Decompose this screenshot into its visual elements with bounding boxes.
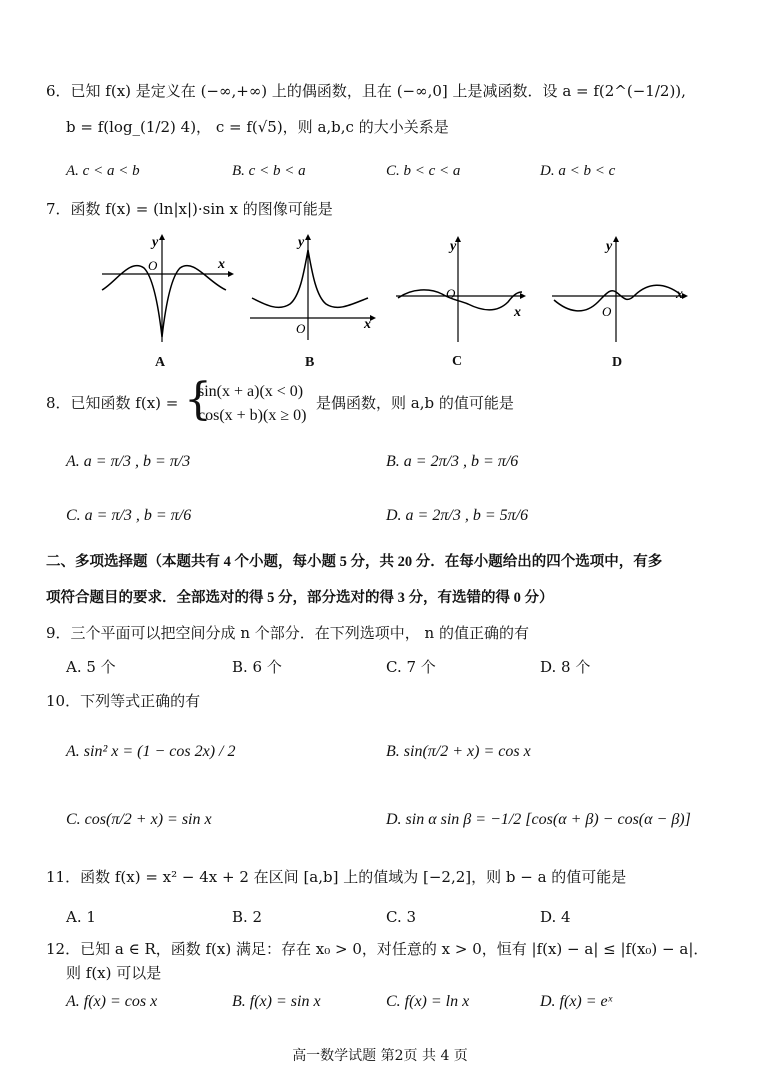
q12-option-b: B. f(x) = sin x (232, 993, 321, 1010)
q7-graph-b (246, 232, 380, 344)
q12-stem-line1: 12．已知 a ∈ R，函数 f(x) 满足：存在 x₀ > 0，对任意的 x > 0，恒有 |f(x) − a| ≤ |f(x₀) − a|． (46, 940, 709, 958)
page-footer: 高一数学试题 第2页 共 4 页 (292, 1048, 468, 1064)
q8-stem-b: 是偶函数，则 a,b 的值可能是 (316, 394, 514, 412)
q11-option-c: C. 3 (386, 908, 417, 926)
q6-option-b: B. c < b < a (232, 163, 306, 179)
q7-stem: 7．函数 f(x) = (ln|x|)·sin x 的图像可能是 (46, 200, 333, 218)
q6-line1: 6．已知 f(x) 是定义在 (−∞,+∞) 上的偶函数，且在 (−∞,0] 上是减函数．设 a = f(2^(−1/2)), (46, 82, 686, 100)
q7-graph-c-x-label: x (514, 305, 521, 320)
q7-label-a: A (155, 355, 166, 370)
q8-stem-a: 8．已知函数 f(x) = (46, 394, 179, 412)
q7-graph-c-origin: O (446, 286, 456, 301)
q8-option-b: B. a = 2π/3 , b = π/6 (386, 453, 519, 470)
q9-option-c: C. 7 个 (386, 658, 436, 676)
section2-line1: 二、多项选择题（本题共有 4 个小题，每小题 5 分，共 20 分．在每小题给出的四个选项中，有多 (46, 554, 663, 570)
q7-graph-b-x-label: x (364, 317, 371, 332)
q7-graph-b-origin: O (296, 321, 306, 336)
q6-option-a: A. c < a < b (66, 163, 140, 179)
q12-option-d: D. f(x) = eˣ (540, 993, 613, 1010)
q8-case-1: sin(x + a)(x < 0) (198, 383, 304, 400)
q7-graph-a (96, 232, 236, 344)
q9-option-a: A. 5 个 (66, 658, 116, 676)
q7-graph-d-origin: O (602, 304, 612, 319)
q11-stem: 11．函数 f(x) = x² − 4x + 2 在区间 [a,b] 上的值域为 [−2,2]，则 b − a 的值可能是 (46, 868, 627, 886)
q10-stem: 10．下列等式正确的有 (46, 692, 201, 710)
q10-option-a: A. sin² x = (1 − cos 2x) / 2 (66, 743, 236, 760)
q12-option-c: C. f(x) = ln x (386, 993, 470, 1010)
q11-option-a: A. 1 (66, 908, 96, 926)
q7-graph-d (548, 232, 694, 344)
q6-option-d: D. a < b < c (540, 163, 616, 179)
q10-option-c: C. cos(π/2 + x) = sin x (66, 811, 212, 828)
q7-graph-a-x-label: x (218, 257, 225, 272)
q7-graph-c-y-label: y (450, 239, 457, 254)
q9-option-b: B. 6 个 (232, 658, 282, 676)
q7-label-b: B (305, 355, 315, 370)
q12-stem-line2: 则 f(x) 可以是 (66, 964, 162, 982)
q8-option-c: C. a = π/3 , b = π/6 (66, 507, 192, 524)
section2-line2: 项符合题目的要求．全部选对的得 5 分，部分选对的得 3 分，有选错的得 0 分） (46, 590, 554, 606)
q7-graph-b-y-label: y (298, 235, 305, 250)
q9-option-d: D. 8 个 (540, 658, 591, 676)
q11-option-d: D. 4 (540, 908, 571, 926)
q12-option-a: A. f(x) = cos x (66, 993, 158, 1010)
q7-graph-a-origin: O (148, 258, 158, 273)
q8-option-a: A. a = π/3 , b = π/3 (66, 453, 191, 470)
q7-graph-c (392, 232, 532, 344)
q8-brace: { (184, 374, 212, 425)
q8-case-2: cos(x + b)(x ≥ 0) (198, 407, 307, 424)
q7-graph-d-x-label: x (676, 287, 683, 302)
q8-option-d: D. a = 2π/3 , b = 5π/6 (386, 507, 529, 524)
q7-label-d: D (612, 355, 623, 370)
q7-graph-a-y-label: y (152, 235, 159, 250)
q10-option-d: D. sin α sin β = −1/2 [cos(α + β) − cos(α − β)] (386, 811, 691, 828)
q7-label-c: C (452, 354, 463, 369)
q9-stem: 9．三个平面可以把空间分成 n 个部分．在下列选项中， n 的值正确的有 (46, 624, 529, 642)
q6-line2: b = f(log_(1/2) 4)， c = f(√5)，则 a,b,c 的大小关系是 (66, 118, 449, 136)
q11-option-b: B. 2 (232, 908, 263, 926)
q6-option-c: C. b < c < a (386, 163, 461, 179)
q7-graph-d-y-label: y (606, 239, 613, 254)
q10-option-b: B. sin(π/2 + x) = cos x (386, 743, 531, 760)
